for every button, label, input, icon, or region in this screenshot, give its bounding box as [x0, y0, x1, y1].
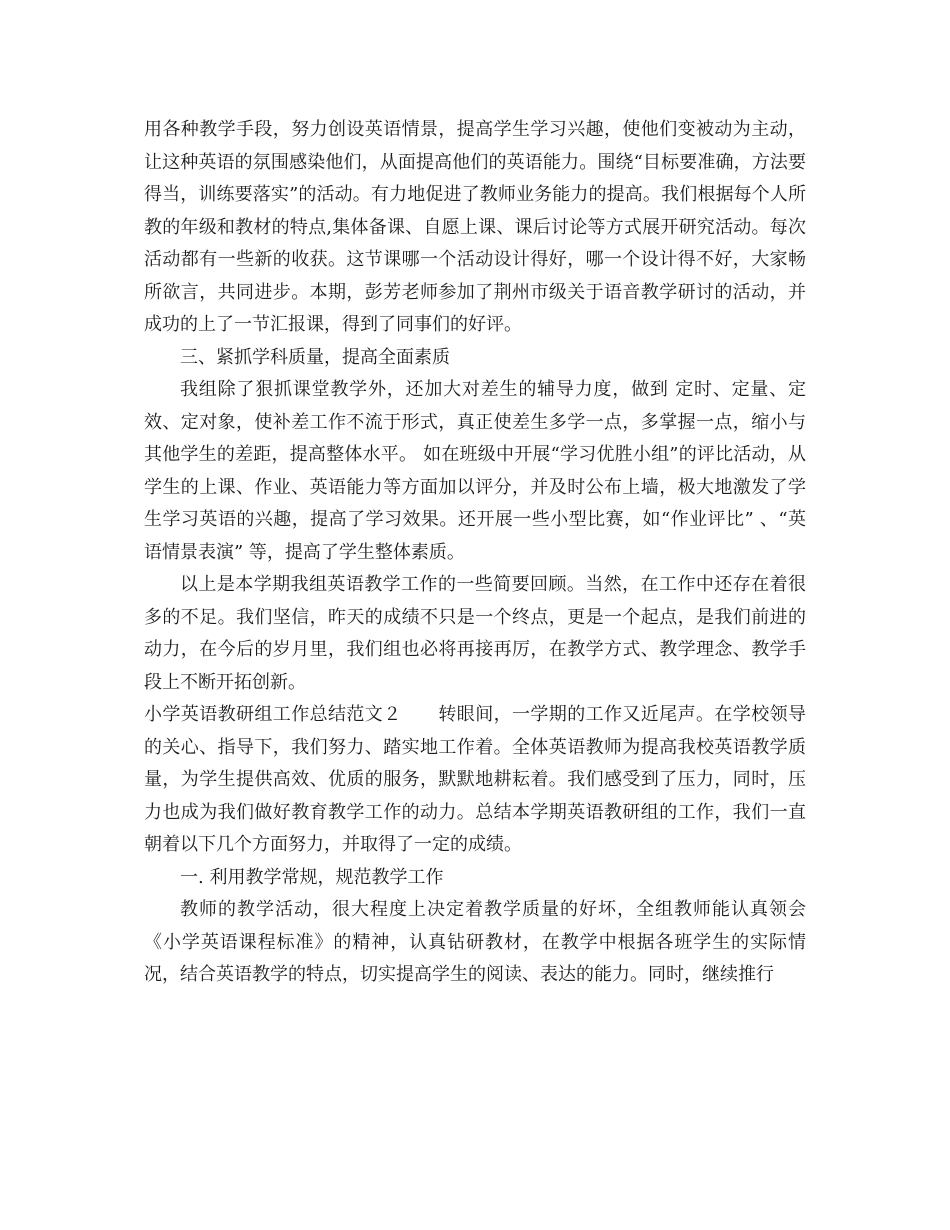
paragraph-review: 以上是本学期我组英语教学工作的一些简要回顾。当然，在工作中还存在着很多的不足。我们坚信，昨天的成绩不只是一个终点，更是一个起点，是我们前进的动力，在今后的岁月里，我们组也必将再接再厉，在教学方式、教学理念、教学手段上不断开拓创新。: [144, 574, 806, 693]
paragraph-sample-two-intro: 小学英语教研组工作总结范文２ 转眼间，一学期的工作又近尾声。在学校领导的关心、指导下，我们努力、踏实地工作着。全体英语教师为提高我校英语教学质量，为学生提供高效、优质的服务，默默地耕耘着。我们感受到了压力，同时，压力也成为我们做好教育教学工作的动力。总结本学期英语教研组的工作，我们一直朝着以下几个方面努力，并取得了一定的成绩。: [144, 704, 806, 855]
section-heading-quality: 三、紧抓学科质量，提高全面素质: [180, 346, 450, 368]
section-heading-routine: 一. 利用教学常规，规范教学工作: [180, 866, 444, 888]
paragraph-tutoring: 我组除了狠抓课堂教学外，还加大对差生的辅导力度，做到 定时、定量、定效、定对象，使补差工作不流于形式，真正使差生多学一点，多掌握一点，缩小与其他学生的差距，提高整体水平。 如在班级中开展“学习优胜小组”的评比活动，从学生的上课、作业、英语能力等方面加以评分，并及时公布上墙，极大地激发了学生学习英语的兴趣，提高了学习效果。还开展一些小型比赛，如“作业评比” 、“英语情景表演” 等，提高了学生整体素质。: [144, 379, 806, 563]
paragraph-activities: 用各种教学手段，努力创设英语情景，提高学生学习兴趣，使他们变被动为主动，让这种英语的氛围感染他们，从面提高他们的英语能力。围绕“目标要准确，方法要得当，训练要落实”的活动。有力地促进了教师业务能力的提高。我们根据每个人所教的年级和教材的特点,集体备课、自愿上课、课后讨论等方式展开研究活动。每次活动都有一些新的收获。这节课哪一个活动设计得好，哪一个设计得不好，大家畅所欲言，共同进步。本期，彭芳老师参加了荆州市级关于语音教学研讨的活动，并成功的上了一节汇报课，得到了同事们的好评。: [144, 119, 806, 335]
document-body: [144, 114, 806, 992]
paragraph-teaching-activity: 教师的教学活动，很大程度上决定着教学质量的好坏，全组教师能认真领会《小学英语课程标准》的精神，认真钻研教材，在教学中根据各班学生的实际情况，结合英语教学的特点，切实提高学生的阅读、表达的能力。同时，继续推行: [144, 899, 806, 985]
